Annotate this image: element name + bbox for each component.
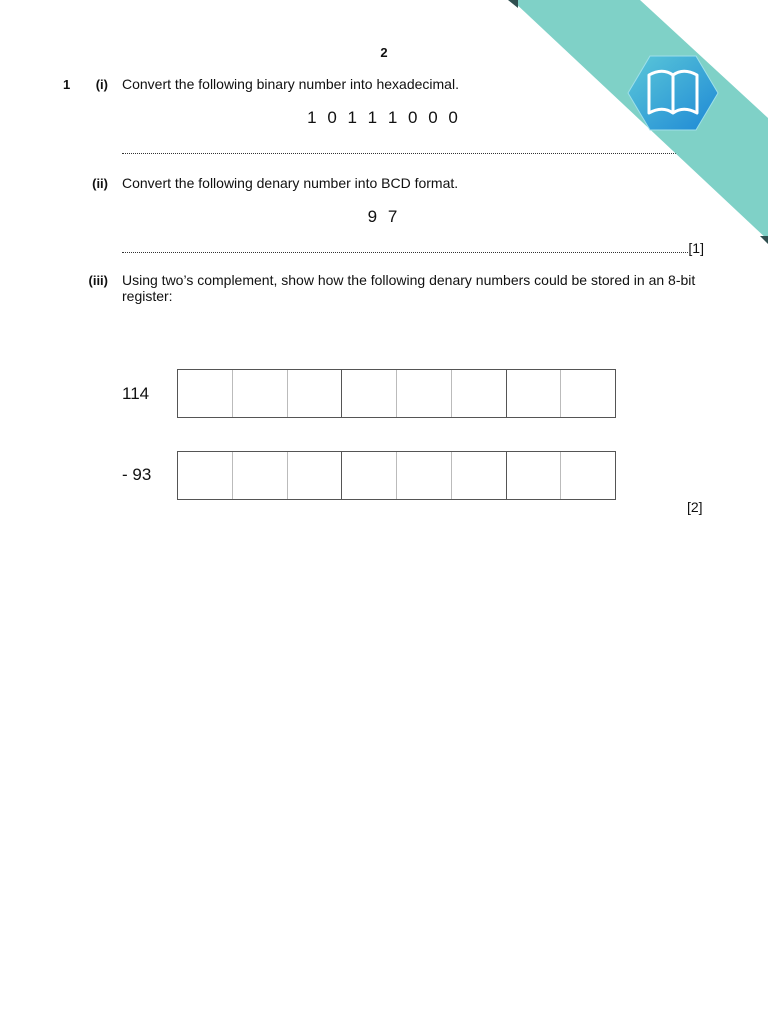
- register-label-minus-93: - 93: [122, 465, 152, 484]
- question-number: 1: [63, 77, 71, 92]
- bit-cell[interactable]: [397, 452, 452, 499]
- ribbon-fold-bottom: [760, 236, 768, 244]
- bit-cell[interactable]: [342, 452, 397, 499]
- mark-ii: [1]: [688, 240, 704, 256]
- bit-cell[interactable]: [507, 370, 562, 417]
- part-iii-text-line-1: Using two’s complement, show how the following denary numbers could be stored in an 8-bit: [122, 272, 696, 288]
- bit-cell[interactable]: [233, 370, 288, 417]
- bit-cell[interactable]: [452, 452, 507, 499]
- bit-cell[interactable]: [507, 452, 562, 499]
- register-label-114: 114: [122, 384, 150, 403]
- page-number: 2: [380, 45, 388, 60]
- bit-cell[interactable]: [288, 370, 343, 417]
- bit-cell[interactable]: [397, 370, 452, 417]
- answer-line-ii[interactable]: [122, 240, 704, 256]
- part-i-text: Convert the following binary number into hexadecimal.: [122, 76, 459, 92]
- ribbon-fold-top: [508, 0, 518, 8]
- bit-cell[interactable]: [288, 452, 343, 499]
- part-iii-text: [122, 272, 712, 304]
- part-label-ii: (ii): [92, 176, 108, 191]
- part-label-iii: (iii): [88, 273, 108, 288]
- register-minus-93: [177, 451, 616, 500]
- part-label-i: (i): [95, 77, 108, 92]
- bit-cell[interactable]: [342, 370, 397, 417]
- bit-cell[interactable]: [233, 452, 288, 499]
- bit-cell[interactable]: [178, 370, 233, 417]
- answer-dots: [122, 251, 688, 253]
- bit-cell[interactable]: [178, 452, 233, 499]
- part-iii-text-line-2: register:: [122, 288, 173, 304]
- binary-value: 1 0 1 1 1 0 0 0: [307, 108, 461, 127]
- mark-iii: [2]: [687, 499, 703, 515]
- register-114: [177, 369, 616, 418]
- denary-value: 9 7: [367, 207, 401, 226]
- bit-cell[interactable]: [452, 370, 507, 417]
- answer-line-i[interactable]: [122, 141, 682, 157]
- answer-dots: [122, 152, 682, 154]
- bit-cell[interactable]: [561, 452, 615, 499]
- bit-cell[interactable]: [561, 370, 615, 417]
- part-ii-text: Convert the following denary number into BCD format.: [122, 175, 459, 191]
